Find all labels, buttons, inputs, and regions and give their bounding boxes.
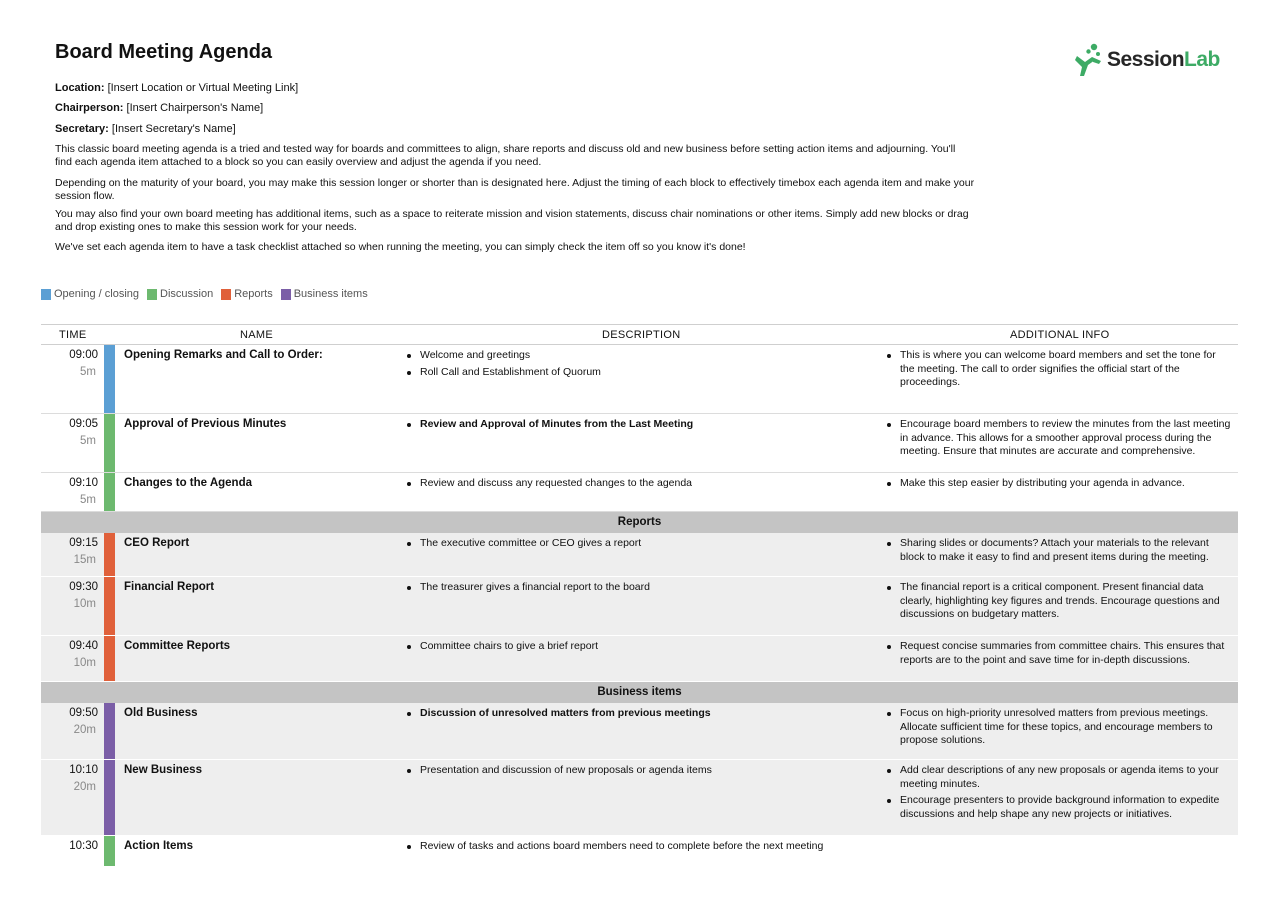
- agenda-item-name: Opening Remarks and Call to Order:: [124, 349, 323, 361]
- agenda-time: 09:05: [69, 418, 98, 430]
- header-name: NAME: [240, 329, 273, 341]
- sessionlab-logo: [1073, 43, 1220, 77]
- agenda-row-new-business[interactable]: [41, 760, 1238, 836]
- logo-wordmark: SessionLab: [1107, 48, 1220, 71]
- page-title: Board Meeting Agenda: [55, 41, 273, 63]
- info-bullet: Encourage board members to review the minutes from the last meeting in advance. This allows for a smoother approval process during the meeting. Ensure that minutes are accurate and comprehensive.: [886, 418, 1231, 459]
- agenda-item-name: CEO Report: [124, 537, 190, 549]
- legend-swatch: [147, 289, 157, 300]
- description-bullet: Committee chairs to give a brief report: [406, 640, 866, 654]
- additional-info-list: [886, 418, 1231, 462]
- info-bullet: Focus on high-priority unresolved matters from previous meetings. Allocate sufficient time for these topics, and encourage members to propose solutions.: [886, 707, 1231, 748]
- info-bullet: The financial report is a critical component. Present financial data clearly, highlighting key figures and trends. Encourage questions and discussions on budgetary matters.: [886, 581, 1231, 622]
- agenda-time: 09:15: [69, 537, 98, 549]
- agenda-table: [41, 324, 1238, 866]
- agenda-description-list: [406, 764, 866, 781]
- agenda-duration: 10m: [73, 598, 96, 610]
- agenda-description-list: [406, 349, 866, 382]
- category-color-bar: [104, 533, 115, 576]
- info-bullet: Encourage presenters to provide background information to expedite discussions and help shape any new projects or initiatives.: [886, 794, 1231, 821]
- additional-info-list: [886, 477, 1231, 494]
- legend-item-discussion: Discussion: [147, 288, 213, 300]
- additional-info-list: [886, 349, 1231, 393]
- agenda-item-name: Approval of Previous Minutes: [124, 418, 287, 430]
- additional-info-list: [886, 581, 1231, 625]
- header-description: DESCRIPTION: [602, 329, 681, 341]
- category-color-bar: [104, 703, 115, 759]
- intro-paragraph: We've set each agenda item to have a task checklist attached so when running the meeting, you can simply check the item off so you know it's done!: [55, 241, 746, 253]
- info-bullet: Sharing slides or documents? Attach your materials to the relevant block to make it easy to find and present items during the meeting.: [886, 537, 1231, 564]
- agenda-duration: 5m: [80, 494, 96, 506]
- category-color-bar: [104, 414, 115, 472]
- secretary-field: Secretary: [Insert Secretary's Name]: [55, 123, 236, 135]
- agenda-row-old-business[interactable]: [41, 703, 1238, 760]
- category-color-bar: [104, 473, 115, 511]
- category-color-bar: [104, 345, 115, 413]
- legend-swatch: [281, 289, 291, 300]
- agenda-description-list: [406, 537, 866, 554]
- agenda-row-financial-report[interactable]: [41, 577, 1238, 636]
- intro-paragraph: Depending on the maturity of your board, you may make this session longer or shorter than is designated here. Adjust the timing of each block to effectively timebox each agenda item and make your session flow.: [55, 177, 975, 202]
- legend-item-opening: Opening / closing: [41, 288, 139, 300]
- agenda-row-opening-remarks-and-call-to-order[interactable]: [41, 345, 1238, 414]
- intro-paragraph: This classic board meeting agenda is a tried and tested way for boards and committees to align, share reports and discuss old and new business before setting action items and adjourning. You'll find each agenda item attached to a block so you can easily overview and adjust the agenda if you need.: [55, 143, 956, 168]
- legend-swatch: [221, 289, 231, 300]
- agenda-item-name: Old Business: [124, 707, 198, 719]
- description-bullet: Welcome and greetings: [406, 349, 866, 363]
- description-bullet: Discussion of unresolved matters from previous meetings: [406, 707, 866, 721]
- agenda-row-committee-reports[interactable]: [41, 636, 1238, 682]
- info-bullet: Request concise summaries from committee chairs. This ensures that reports are to the point and save time for in-depth discussions.: [886, 640, 1231, 667]
- section-header-business: Business items: [41, 682, 1238, 703]
- category-color-bar: [104, 836, 115, 866]
- agenda-item-name: Committee Reports: [124, 640, 231, 652]
- agenda-duration: 5m: [80, 435, 96, 447]
- description-bullet: Review and Approval of Minutes from the Last Meeting: [406, 418, 866, 432]
- agenda-description-list: [406, 477, 866, 494]
- agenda-item-name: Action Items: [124, 840, 194, 852]
- description-bullet: Review of tasks and actions board members need to complete before the next meeting: [406, 840, 866, 854]
- description-bullet: The executive committee or CEO gives a report: [406, 537, 866, 551]
- agenda-row-action-items[interactable]: [41, 836, 1238, 866]
- agenda-duration: 20m: [73, 781, 96, 793]
- sessionlab-logo-icon: [1073, 43, 1105, 77]
- description-bullet: Presentation and discussion of new proposals or agenda items: [406, 764, 866, 778]
- additional-info-list: [886, 640, 1231, 670]
- agenda-item-name: Changes to the Agenda: [124, 477, 252, 489]
- agenda-time: 09:50: [69, 707, 98, 719]
- description-bullet: The treasurer gives a financial report to the board: [406, 581, 866, 595]
- category-legend: [41, 288, 376, 300]
- agenda-description-list: [406, 707, 866, 724]
- agenda-duration: 15m: [73, 554, 96, 566]
- category-color-bar: [104, 636, 115, 681]
- header-additional-info: ADDITIONAL INFO: [1010, 329, 1110, 341]
- agenda-time: 09:00: [69, 349, 98, 361]
- table-header: [41, 324, 1238, 345]
- agenda-time: 10:10: [69, 764, 98, 776]
- agenda-row-changes-to-the-agenda[interactable]: [41, 473, 1238, 512]
- header-time: TIME: [59, 329, 87, 341]
- agenda-time: 09:40: [69, 640, 98, 652]
- additional-info-list: [886, 707, 1231, 751]
- agenda-time: 09:30: [69, 581, 98, 593]
- category-color-bar: [104, 760, 115, 835]
- info-bullet: Make this step easier by distributing your agenda in advance.: [886, 477, 1231, 491]
- agenda-time: 09:10: [69, 477, 98, 489]
- agenda-duration: 5m: [80, 366, 96, 378]
- section-header-reports: Reports: [41, 512, 1238, 533]
- chairperson-field: Chairperson: [Insert Chairperson's Name]: [55, 102, 264, 114]
- agenda-duration: 10m: [73, 657, 96, 669]
- legend-item-reports: Reports: [221, 288, 273, 300]
- info-bullet: Add clear descriptions of any new proposals or agenda items to your meeting minutes.: [886, 764, 1231, 791]
- agenda-item-name: Financial Report: [124, 581, 215, 593]
- location-field: Location: [Insert Location or Virtual Meeting Link]: [55, 82, 299, 94]
- agenda-item-name: New Business: [124, 764, 202, 776]
- description-bullet: Review and discuss any requested changes to the agenda: [406, 477, 866, 491]
- category-color-bar: [104, 577, 115, 635]
- agenda-description-list: [406, 840, 866, 857]
- agenda-row-approval-of-previous-minutes[interactable]: [41, 414, 1238, 473]
- agenda-row-ceo-report[interactable]: [41, 533, 1238, 577]
- info-bullet: This is where you can welcome board members and set the tone for the meeting. The call to order signifies the official start of the proceedings.: [886, 349, 1231, 390]
- additional-info-list: [886, 537, 1231, 567]
- additional-info-list: [886, 764, 1231, 824]
- agenda-description-list: [406, 418, 866, 435]
- agenda-duration: 20m: [73, 724, 96, 736]
- agenda-description-list: [406, 640, 866, 657]
- intro-paragraph: You may also find your own board meeting has additional items, such as a space to reiterate mission and vision statements, discuss chair nominations or other items. Simply add new blocks or drag and drop existing ones to make this session work for your needs.: [55, 208, 969, 233]
- legend-item-business: Business items: [281, 288, 368, 300]
- legend-swatch: [41, 289, 51, 300]
- agenda-description-list: [406, 581, 866, 598]
- agenda-time: 10:30: [69, 840, 98, 852]
- description-bullet: Roll Call and Establishment of Quorum: [406, 366, 866, 380]
